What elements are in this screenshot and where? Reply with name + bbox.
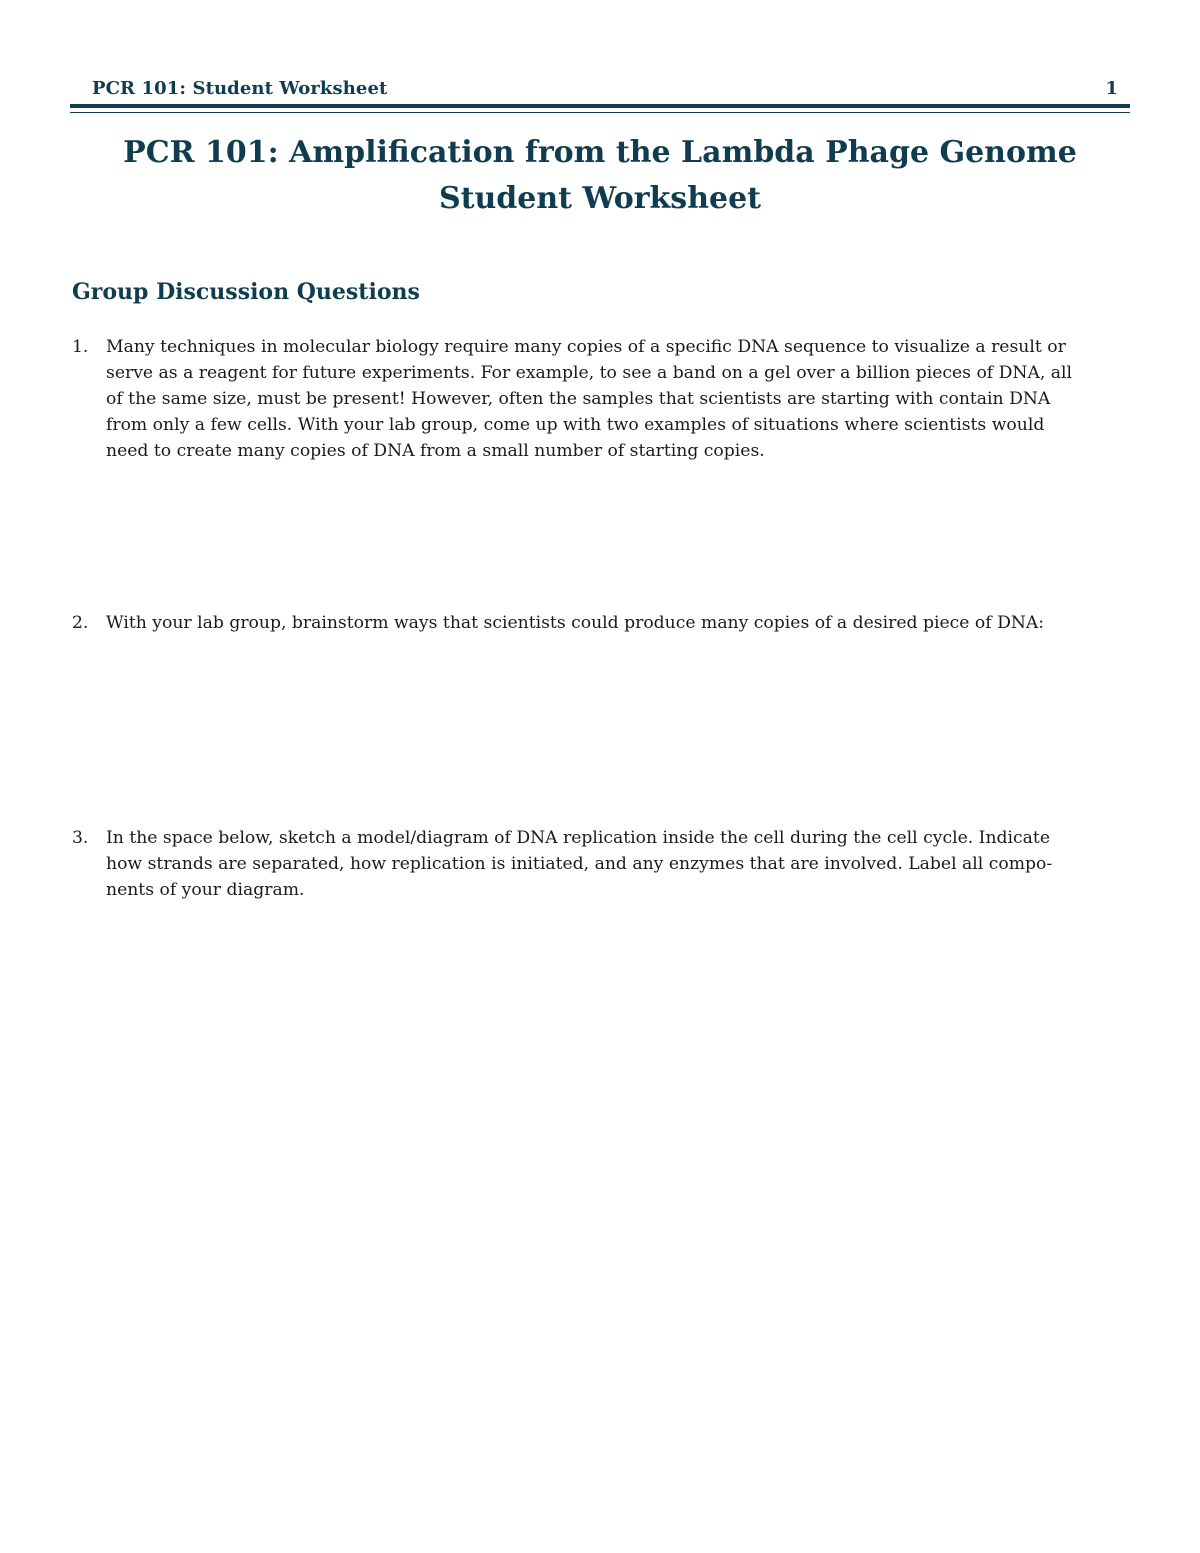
header-rule-thin <box>70 112 1130 113</box>
header-title: PCR 101: Student Worksheet <box>92 78 388 99</box>
question-number: 3. <box>72 828 89 848</box>
question-line: serve as a reagent for future experiments. For example, to see a band on a gel over a billion pieces of DNA, all <box>106 363 1073 383</box>
question-line: In the space below, sketch a model/diagram of DNA replication inside the cell during the cell cycle. Indicate <box>106 828 1050 848</box>
question-line: nents of your diagram. <box>106 880 305 900</box>
question-number: 2. <box>72 613 89 633</box>
question-line: of the same size, must be present! However, often the samples that scientists are starting with contain DNA <box>106 389 1051 409</box>
question-text <box>106 610 1112 636</box>
question-line: how strands are separated, how replication is initiated, and any enzymes that are involved. Label all compo- <box>106 854 1053 874</box>
question-text <box>106 825 1112 903</box>
question-line: Many techniques in molecular biology require many copies of a specific DNA sequence to visualize a result or <box>106 337 1066 357</box>
question-1 <box>72 334 1112 464</box>
question-line: from only a few cells. With your lab group, come up with two examples of situations where scientists would <box>106 415 1045 435</box>
document-title <box>70 130 1130 222</box>
document-title-line1: PCR 101: Amplification from the Lambda Phage Genome <box>123 135 1077 170</box>
question-line: need to create many copies of DNA from a small number of starting copies. <box>106 441 765 461</box>
header-rule-thick <box>70 104 1130 108</box>
running-header <box>70 78 1130 104</box>
section-heading: Group Discussion Questions <box>72 279 420 305</box>
question-2 <box>72 610 1112 636</box>
question-line: With your lab group, brainstorm ways that scientists could produce many copies of a desired piece of DNA: <box>106 613 1045 633</box>
question-text <box>106 334 1112 464</box>
question-number: 1. <box>72 337 89 357</box>
document-title-line2: Student Worksheet <box>438 181 762 216</box>
question-3 <box>72 825 1112 903</box>
page-number: 1 <box>1105 78 1118 99</box>
